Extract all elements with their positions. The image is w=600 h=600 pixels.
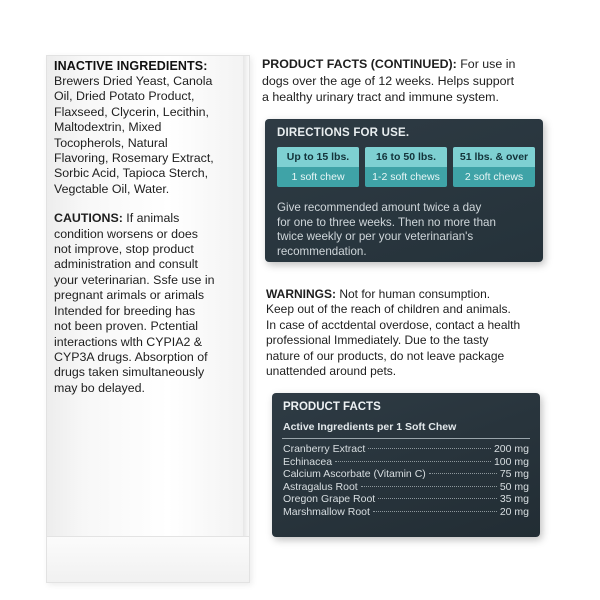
- cautions-label: CAUTIONS:: [54, 211, 123, 226]
- text-line: interactions wlth CYPIA2 &: [54, 334, 203, 349]
- directions-title: DIRECTIONS FOR USE.: [277, 127, 410, 139]
- text-line: Give recommended amount twice a day: [277, 201, 482, 214]
- ingredient-row: [283, 468, 529, 481]
- warnings-label: WARNINGS:: [266, 287, 336, 301]
- dose-table: [277, 147, 535, 187]
- directions-card: [265, 119, 543, 262]
- ingredient-row: [283, 443, 529, 456]
- ingredient-row: [283, 506, 529, 519]
- product-facts-continued-first-line: For use in: [456, 57, 516, 71]
- text-line: unattended around pets.: [266, 364, 397, 379]
- cautions-first-line: If animals: [122, 211, 180, 226]
- product-facts-card: [272, 393, 540, 537]
- directions-note: [277, 201, 535, 259]
- text-line: Sorbic Acid, Tapioca Sterch,: [54, 166, 209, 181]
- product-facts-title: PRODUCT FACTS: [283, 401, 381, 413]
- ingredient-list: [283, 443, 529, 519]
- text-line: Flavoring, Rosemary Extract,: [54, 151, 214, 166]
- dose-cell: [365, 147, 447, 187]
- text-line: for one to three weeks. Then no more than: [277, 215, 496, 229]
- text-line: recommendation.: [277, 244, 367, 258]
- cautions-block: [54, 211, 246, 396]
- inactive-ingredients-text: [54, 74, 246, 197]
- ingredient-amount: 50 mg: [499, 480, 529, 493]
- warnings-first-line: Not for human consumption.: [336, 287, 491, 301]
- text-line: administration and consult: [54, 257, 198, 272]
- dose-amount: 1-2 soft chews: [365, 167, 447, 187]
- dose-weight: 16 to 50 lbs.: [365, 147, 447, 167]
- box-side-panel: [46, 55, 250, 583]
- ingredient-name: Echinacea: [283, 455, 333, 468]
- dose-weight: 51 lbs. & over: [453, 147, 535, 167]
- text-line: Maltodextrin, Mixed: [54, 120, 162, 135]
- dose-amount: 1 soft chew: [277, 167, 359, 187]
- product-facts-continued-label: PRODUCT FACTS (CONTINUED):: [262, 57, 457, 71]
- ingredient-amount: 100 mg: [493, 455, 529, 468]
- product-facts-continued: [262, 56, 552, 106]
- text-line: Tocopherols, Natural: [54, 135, 168, 150]
- text-line: Flaxseed, Clycerin, Lecithin,: [54, 104, 209, 119]
- text-line: twice weekly or per your veterinarian's: [277, 230, 474, 244]
- text-line: drugs taken simultaneously: [54, 365, 205, 380]
- ingredient-name: Cranberry Extract: [283, 443, 366, 455]
- ingredient-name: Astragalus Root: [283, 480, 358, 493]
- box-bottom-fold: [47, 536, 249, 582]
- text-line: not improve, stop product: [54, 242, 194, 257]
- ingredient-amount: 200 mg: [493, 443, 529, 455]
- ingredient-name: Oregon Grape Root: [283, 493, 376, 506]
- dose-cell: [277, 147, 359, 187]
- text-line: In case of acctdental overdose, contact a health: [266, 317, 521, 332]
- inactive-ingredients-block: [54, 59, 246, 396]
- text-line: Intended for breeding has: [54, 303, 196, 318]
- ingredient-amount: 20 mg: [499, 505, 529, 518]
- text-line: condition worsens or does: [54, 226, 198, 241]
- text-line: CYP3A drugs. Absorption of: [54, 349, 208, 364]
- text-line: [262, 56, 552, 73]
- ingredient-amount: 75 mg: [499, 468, 529, 481]
- ingredient-name: Marshmallow Root: [283, 505, 370, 518]
- ingredient-row: [283, 456, 529, 469]
- ingredient-name: Calcium Ascorbate (Vitamin C): [283, 468, 426, 481]
- text-line: Keep out of the reach of children and animals.: [266, 302, 511, 317]
- text-line: Vegctable Oil, Water.: [54, 181, 170, 196]
- text-line: pregnant arimals or arimals: [54, 288, 205, 303]
- text-line: professional Immediately. Due to the tasty: [266, 333, 489, 348]
- inactive-ingredients-heading: INACTIVE INGREDIENTS:: [54, 59, 208, 73]
- text-line: a healthy urinary tract and immune system.: [262, 90, 499, 104]
- text-line: Brewers Dried Yeast, Canola: [54, 74, 213, 88]
- product-facts-subtitle: Active Ingredients per 1 Soft Chew: [283, 421, 457, 433]
- text-line: [266, 287, 558, 302]
- leader-dots: [373, 511, 497, 512]
- dose-weight: Up to 15 lbs.: [277, 147, 359, 167]
- leader-dots: [368, 448, 491, 449]
- text-line: your veterinarian. Ssfe use in: [54, 272, 215, 287]
- dose-cell: [453, 147, 535, 187]
- ingredient-row: [283, 481, 529, 494]
- text-line: [54, 211, 246, 226]
- warnings-block: [266, 287, 558, 379]
- divider: [282, 438, 530, 439]
- text-line: Oil, Dried Potato Product,: [54, 89, 195, 104]
- leader-dots: [361, 486, 497, 487]
- text-line: nature of our products, do not leave package: [266, 348, 505, 363]
- dose-amount: 2 soft chews: [453, 167, 535, 187]
- ingredient-amount: 35 mg: [499, 493, 529, 506]
- text-line: dogs over the age of 12 weeks. Helps support: [262, 73, 515, 88]
- text-line: may bo delayed.: [54, 380, 145, 395]
- leader-dots: [335, 461, 491, 462]
- leader-dots: [378, 498, 497, 499]
- ingredient-row: [283, 493, 529, 506]
- leader-dots: [429, 473, 497, 474]
- text-line: not been proven. Pctential: [54, 319, 198, 334]
